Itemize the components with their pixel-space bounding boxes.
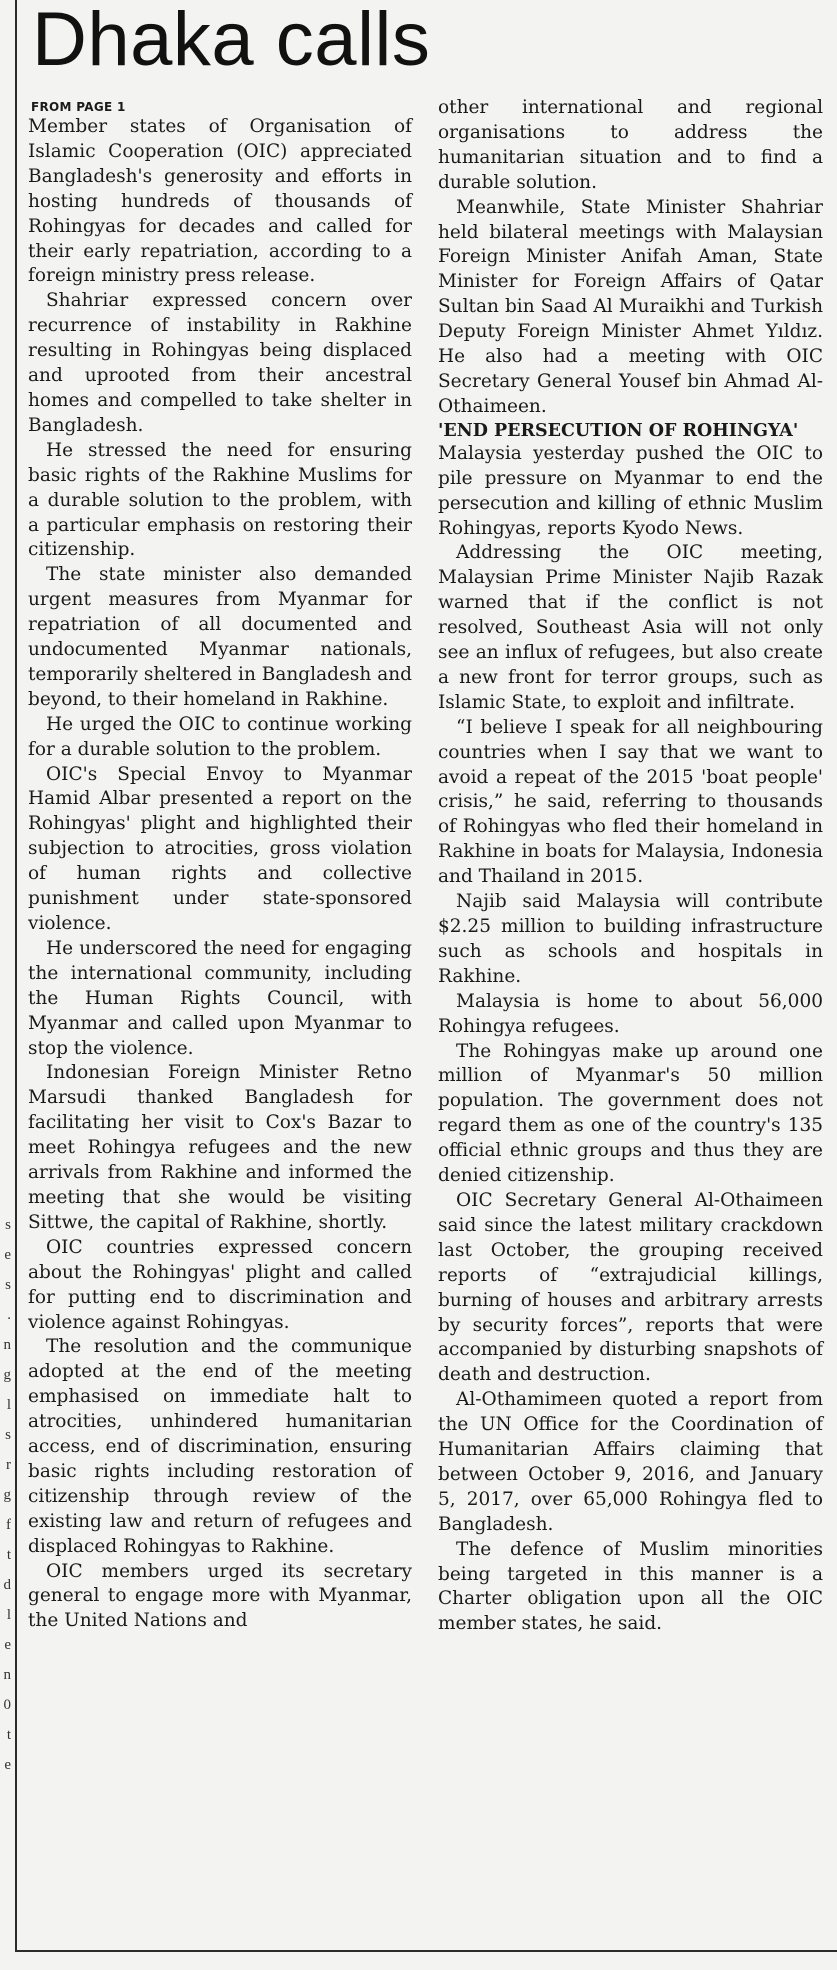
paragraph: OIC countries expressed concern about the Rohingyas' plight and called for putting end to discrimination and violence against Rohingyas. [28,1236,412,1333]
edge-fragment: g [3,1367,11,1383]
edge-fragment: d [3,1577,11,1593]
edge-fragment: t [6,1727,11,1743]
paragraph: other international and regional organisations to address the humanitarian situation and to find a durable solution. [438,97,823,193]
paragraph: The state minister also demanded urgent measures from Myanmar for repatriation of all documented and undocumented Myanmar nationals, temporarily sheltered in Bangladesh and beyond, to their homeland in Rakhine. [28,564,412,710]
paragraph: Addressing the OIC meeting, Malaysian Prime Minister Najib Razak warned that if the conflict is not resolved, Southeast Asia will not only see an influx of refugees, but also create a new front for terror groups, such as Islamic State, to exploit and infiltrate. [438,542,823,713]
adjacent-column-edge-fragments [0,1210,12,1780]
edge-fragment: e [4,1247,11,1263]
paragraph: Meanwhile, State Minister Shahriar held bilateral meetings with Malaysian Foreign Minister Anifah Aman, State Minister for Foreign Affairs of Qatar Sultan bin Saad Al Muraikhi and Turkish Deputy Foreign Minister Ahmet Yıldız. He also had a meeting with OIC Secretary General Yousef bin Ahmad Al-Othaimeen. [438,196,823,417]
paragraph: He stressed the need for ensuring basic rights of the Rakhine Muslims for a durable solution to the problem, with a particular emphasis on restoring their citizenship. [28,439,412,561]
edge-fragment: . [7,1307,11,1323]
edge-fragment: t [6,1547,11,1563]
jump-kicker: FROM PAGE 1 [31,100,126,114]
paragraph: OIC Secretary General Al-Othaimeen said since the latest military crackdown last October, the grouping received reports of “extrajudicial killings, burning of houses and arbitrary arrests by security forces”, reports that were accompanied by disturbing snapshots of death and destruction. [438,1189,823,1386]
edge-fragment: n [3,1337,11,1353]
section-subhead: 'END PERSECUTION OF ROHINGYA' [438,420,799,441]
article-column-right [438,96,823,1637]
article-column-left [28,100,412,1634]
edge-fragment: e [4,1757,11,1773]
paragraph: Malaysia is home to about 56,000 Rohingya refugees. [438,990,823,1037]
paragraph: The defence of Muslim minorities being targeted in this manner is a Charter obligation upon all the OIC member states, he said. [438,1538,823,1635]
edge-fragment: l [6,1607,11,1623]
paragraph: Indonesian Foreign Minister Retno Marsudi thanked Bangladesh for facilitating her visit to Cox's Bazar to meet Rohingya refugees and the new arrivals from Rakhine and informed the meeting that she would be visiting Sittwe, the capital of Rakhine, shortly. [28,1062,412,1233]
paragraph: OIC members urged its secretary general to engage more with Myanmar, the United Nations and [28,1560,412,1632]
paragraph: “I believe I speak for all neighbouring countries when I say that we want to avoid a repeat of the 2015 'boat people' crisis,” he said, referring to thousands of Rohingyas who fled their homeland in Rakhine in boats for Malaysia, Indonesia and Thailand in 2015. [438,716,823,888]
edge-fragment: r [6,1457,11,1473]
paragraph: OIC's Special Envoy to Myanmar Hamid Albar presented a report on the Rohingyas' plight and highlighted their subjection to atrocities, gross violation of human rights and collective punishment under state-sponsored violence. [28,763,412,934]
edge-fragment: s [5,1277,11,1293]
paragraph: Al-Othamimeen quoted a report from the UN Office for the Coordination of Humanitarian Affairs claiming that between October 9, 2016, and January 5, 2017, over 65,000 Rohingya fled to Bangladesh. [438,1389,823,1535]
headline: Dhaka calls [32,0,431,82]
paragraph: The resolution and the communique adopted at the end of the meeting emphasised on immediate halt to atrocities, unhindered humanitarian access, end of discrimination, ensuring basic rights including restoration of citizenship through review of the existing law and return of refugees and displaced Rohingyas to Rakhine. [28,1336,412,1557]
paragraph: The Rohingyas make up around one million of Myanmar's 50 million population. The government does not regard them as one of the country's 135 official ethnic groups and thus they are denied citizenship. [438,1040,823,1187]
paragraph: Member states of Organisation of Islamic Cooperation (OIC) appreciated Bangladesh's generosity and efforts in hosting hundreds of thousands of Rohingyas for decades and called for their early repatriation, according to a foreign ministry press release. [28,116,412,287]
edge-fragment: e [4,1637,11,1653]
paragraph: He underscored the need for engaging the international community, including the Human Rights Council, with Myanmar and called upon Myanmar to stop the violence. [28,937,412,1059]
edge-fragment: 0 [3,1697,11,1713]
edge-fragment: s [5,1217,11,1233]
edge-fragment: f [6,1517,11,1533]
left-column-rule [15,0,17,1950]
edge-fragment: n [3,1667,11,1683]
edge-fragment: g [3,1487,11,1503]
edge-fragment: l [6,1397,11,1413]
bottom-rule [15,1950,837,1952]
edge-fragment: s [5,1427,11,1443]
paragraph: Malaysia yesterday pushed the OIC to pile pressure on Myanmar to end the persecution and killing of ethnic Muslim Rohingyas, reports Kyodo News. [438,442,823,539]
paragraph: Najib said Malaysia will contribute $2.25 million to building infrastructure such as schools and hospitals in Rakhine. [438,891,823,987]
paragraph: He urged the OIC to continue working for a durable solution to the problem. [28,713,412,760]
paragraph: Shahriar expressed concern over recurrence of instability in Rakhine resulting in Rohingyas being displaced and uprooted from their ancestral homes and compelled to take shelter in Bangladesh. [28,290,412,436]
